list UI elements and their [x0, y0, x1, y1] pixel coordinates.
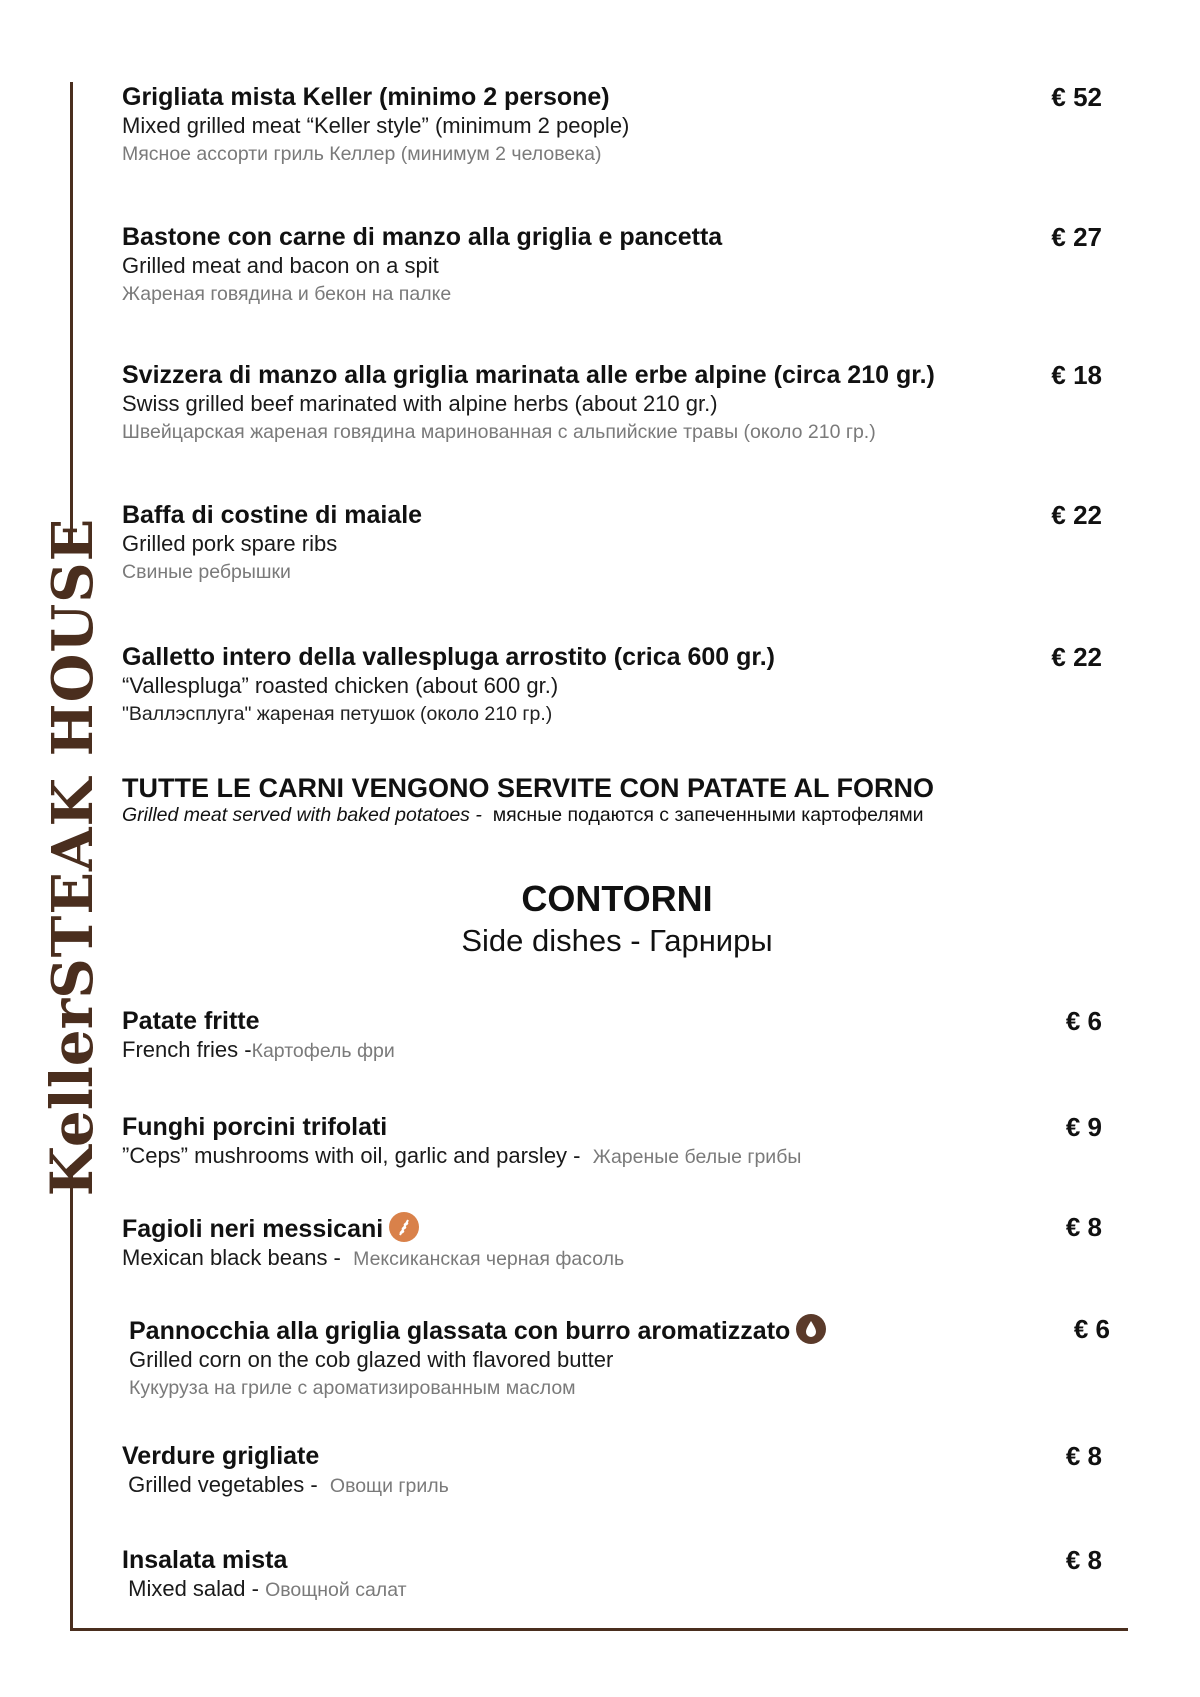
menu-item — [122, 1212, 1102, 1273]
brand-tagline: STEAK HOUSE — [40, 517, 106, 999]
item-russian: "Валлэсплуга" жареная петушок (около 210 гр.) — [122, 703, 553, 725]
item-russian: Швейцарская жареная говядина маринованная с альпийские травы (около 210 гр.) — [122, 421, 876, 443]
serving-note — [122, 773, 1122, 827]
item-price: € 18 — [1051, 360, 1102, 390]
item-name-row — [129, 1314, 1110, 1346]
item-english-text: Mexican black beans - — [122, 1245, 341, 1270]
item-name: Fagioli neri messicani — [122, 1215, 384, 1243]
item-name: Grigliata mista Keller (minimo 2 persone) — [122, 83, 610, 111]
menu-item — [122, 360, 1102, 446]
milk-drop-icon — [796, 1314, 826, 1344]
menu-item — [122, 1441, 1102, 1500]
item-russian: Мясное ассорти гриль Келлер (минимум 2 человека) — [122, 143, 602, 165]
frame-line-left-bottom — [70, 1165, 73, 1630]
section-subtitle: Side dishes - Гарниры — [461, 923, 773, 958]
item-english: Grilled corn on the cob glazed with flavored butter — [129, 1347, 614, 1372]
item-name: Verdure grigliate — [122, 1442, 320, 1470]
item-price: € 22 — [1051, 642, 1102, 672]
menu-item — [122, 1112, 1102, 1171]
item-price: € 52 — [1051, 82, 1102, 112]
item-name: Baffa di costine di maiale — [122, 501, 423, 529]
item-name: Pannocchia alla griglia glassata con burro aromatizzato — [129, 1317, 791, 1345]
item-name-row — [122, 1212, 1102, 1244]
item-russian: Свиные ребрышки — [122, 561, 291, 583]
item-name: Bastone con carne di manzo alla griglia e pancetta — [122, 223, 723, 251]
item-name: Patate fritte — [122, 1007, 260, 1035]
item-russian: Овощной салат — [265, 1579, 407, 1601]
brand-logo — [38, 517, 106, 1197]
wheat-icon — [389, 1212, 419, 1242]
item-english — [122, 1036, 1102, 1065]
menu-item — [122, 82, 1102, 168]
section-heading — [122, 878, 1112, 962]
item-name: Funghi porcini trifolati — [122, 1113, 388, 1141]
item-price: € 8 — [1065, 1441, 1102, 1471]
item-russian: Жареные белые грибы — [592, 1146, 802, 1168]
note-english: Grilled meat served with baked potatoes - — [122, 804, 482, 826]
note-subtitle — [122, 803, 1122, 827]
item-english: Mixed grilled meat “Keller style” (minimum 2 people) — [122, 113, 630, 138]
item-english-text: Grilled vegetables - — [128, 1472, 318, 1497]
frame-line-bottom — [70, 1628, 1128, 1631]
item-price: € 27 — [1051, 222, 1102, 252]
item-english — [122, 1575, 1102, 1604]
menu-item — [122, 222, 1102, 308]
item-russian: Жареная говядина и бекон на палке — [122, 283, 452, 305]
item-price: € 6 — [1073, 1314, 1110, 1344]
item-english-text: ”Ceps” mushrooms with oil, garlic and parsley - — [122, 1143, 581, 1168]
item-english-text: French fries - — [122, 1037, 252, 1062]
note-russian: мясные подаются с запеченными картофелями — [492, 804, 924, 826]
frame-line-left-top — [70, 82, 73, 547]
item-price: € 6 — [1065, 1006, 1102, 1036]
item-price: € 8 — [1065, 1212, 1102, 1242]
item-english — [122, 1244, 1102, 1273]
item-russian: Кукуруза на гриле с ароматизированным маслом — [129, 1377, 576, 1399]
item-english: Grilled pork spare ribs — [122, 531, 338, 556]
item-russian: Овощи гриль — [329, 1475, 449, 1497]
menu-item — [122, 642, 1102, 728]
menu-item — [122, 1006, 1102, 1065]
note-title: TUTTE LE CARNI VENGONO SERVITE CON PATATE AL FORNO — [122, 773, 935, 803]
menu-item — [122, 1545, 1102, 1604]
item-russian: Картофель фри — [251, 1040, 395, 1062]
item-english — [122, 1471, 1102, 1500]
item-english — [122, 1142, 1102, 1171]
menu-item — [122, 500, 1102, 586]
item-english: “Vallespluga” roasted chicken (about 600 gr.) — [122, 673, 559, 698]
item-russian: Мексиканская черная фасоль — [353, 1248, 625, 1270]
item-name: Svizzera di manzo alla griglia marinata alle erbe alpine (circa 210 gr.) — [122, 361, 935, 389]
item-english-text: Mixed salad - — [128, 1576, 259, 1601]
item-name: Galletto intero della vallespluga arrostito (crica 600 gr.) — [122, 643, 775, 671]
item-price: € 8 — [1065, 1545, 1102, 1575]
item-english: Grilled meat and bacon on a spit — [122, 253, 439, 278]
brand-name: Keller — [38, 998, 106, 1197]
item-price: € 22 — [1051, 500, 1102, 530]
menu-item — [129, 1314, 1110, 1402]
item-name: Insalata mista — [122, 1546, 288, 1574]
section-title: CONTORNI — [521, 878, 713, 919]
item-english: Swiss grilled beef marinated with alpine herbs (about 210 gr.) — [122, 391, 718, 416]
item-price: € 9 — [1065, 1112, 1102, 1142]
